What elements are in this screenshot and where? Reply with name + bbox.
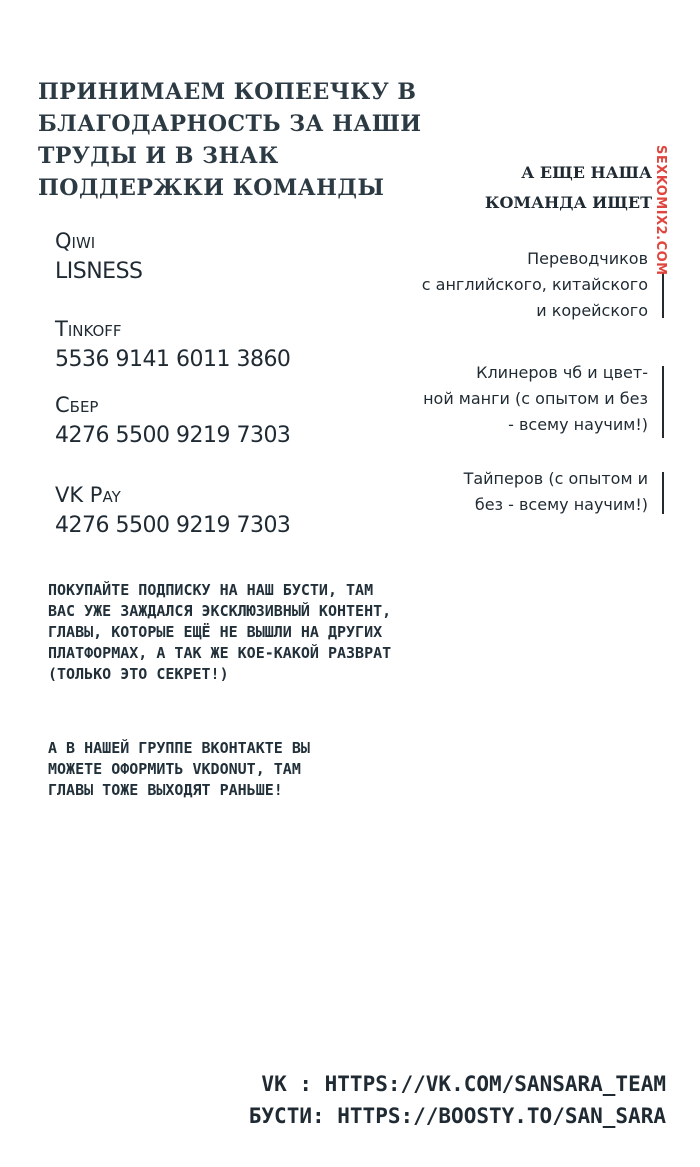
- team-heading-line: А ЕЩЕ НАША: [521, 163, 652, 182]
- payment-name: VK Pay: [55, 483, 121, 507]
- role-line: с английского, китайского: [421, 275, 648, 294]
- role-line: Клинеров чб и цвет-: [476, 363, 648, 382]
- boosty-promo-text: ПОКУПАЙТЕ ПОДПИСКУ НА НАШ БУСТИ, ТАМ ВАС УЖЕ ЗАЖДАЛСЯ ЭКСКЛЮЗИВНЫЙ КОНТЕНТ, ГЛАВЫ, КОТОРЫЕ ЕЩЁ НЕ ВЫШЛИ НА ДРУГИХ ПЛАТФОРМАХ, А ТАК ЖЕ КОЕ-КАКОЙ РАЗВРАТ (ТОЛЬКО ЭТО СЕКРЕТ!): [48, 581, 392, 683]
- team-heading: [485, 158, 652, 218]
- vk-promo: [48, 738, 348, 801]
- boosty-promo: [48, 580, 408, 685]
- payment-sber: [55, 390, 315, 452]
- watermark: SEXKOMIX2.COM: [653, 145, 668, 276]
- team-heading-line: КОМАНДА ИЩЕТ: [484, 193, 652, 212]
- payment-name: Qiwi: [55, 229, 96, 253]
- payment-name: Tinkoff: [55, 317, 122, 341]
- vk-promo-text: А В НАШЕЙ ГРУППЕ ВКОНТАКТЕ ВЫ МОЖЕТЕ ОФОРМИТЬ VKDONUT, ТАМ ГЛАВЫ ТОЖЕ ВЫХОДЯТ РАНЬШЕ!: [48, 739, 310, 799]
- role-typers: [464, 466, 648, 518]
- boosty-link[interactable]: БУСТИ: HTTPS://BOOSTY.TO/SAN_SARA: [248, 1104, 666, 1128]
- role-line: - всему научим!): [508, 415, 648, 434]
- role-translators: [422, 246, 648, 324]
- payment-value: 4276 5500 9219 7303: [55, 513, 291, 538]
- payment-qiwi: [55, 226, 315, 288]
- role-line: без - всему научим!): [474, 495, 648, 514]
- role-line: ной манги (с опытом и без: [423, 389, 648, 408]
- role-divider: [662, 272, 664, 318]
- contact-links: [249, 1068, 666, 1132]
- payment-tinkoff: [55, 314, 315, 376]
- role-divider: [662, 366, 664, 438]
- vk-link[interactable]: VK : HTTPS://VK.COM/SANSARA_TEAM: [261, 1072, 666, 1096]
- payment-value: LISNESS: [55, 259, 143, 284]
- role-line: Тайперов (с опытом и: [463, 469, 648, 488]
- role-line: Переводчиков: [527, 249, 648, 268]
- payment-vkpay: [55, 480, 315, 542]
- payment-name: Сбер: [55, 393, 99, 417]
- role-divider: [662, 472, 664, 514]
- role-line: и корейского: [536, 301, 648, 320]
- payment-value: 4276 5500 9219 7303: [55, 423, 291, 448]
- role-cleaners: [423, 360, 648, 438]
- payment-value: 5536 9141 6011 3860: [55, 347, 291, 372]
- page-heading: ПРИНИМАЕМ КОПЕЕЧКУ В БЛАГОДАРНОСТЬ ЗА НАШИ ТРУДЫ И В ЗНАК ПОДДЕРЖКИ КОМАНДЫ: [38, 79, 422, 201]
